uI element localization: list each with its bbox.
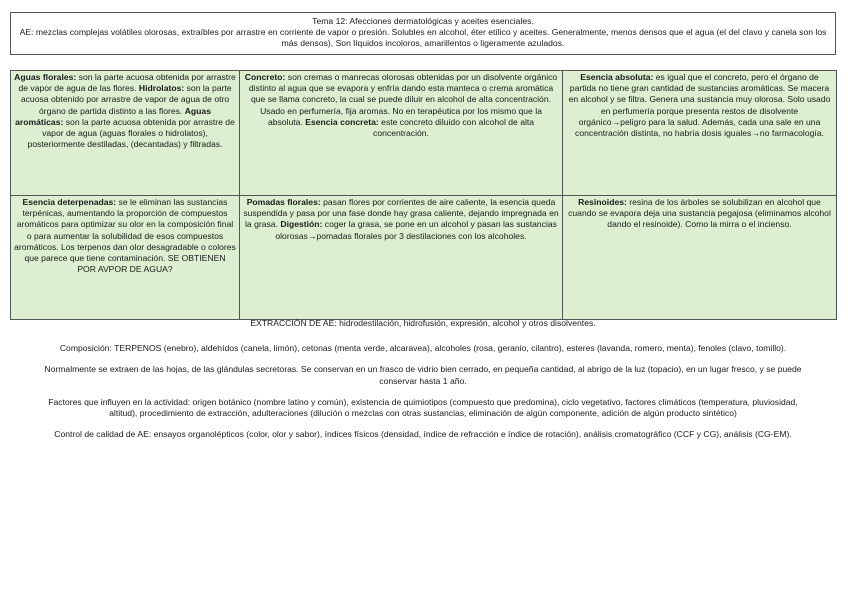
- control-calidad-paragraph: Control de calidad de AE: ensayos organolépticos (color, olor y sabor), índices físicos (densidad, índice de refracción e índice de rotación), análisis cromatográfico (CCF y CG), análisis (CG-EM).: [54, 429, 792, 440]
- notes-section: [40, 318, 806, 450]
- term-resinoides: Resinoides:: [578, 197, 627, 207]
- cell-esencia-deterpenada: [11, 196, 240, 320]
- term-aguas-florales: Aguas florales:: [14, 72, 77, 82]
- def-hidrolatos: son la parte acuosa obtenido por arrastre de vapor de agua de otro órgano de partida distinto a las flores.: [20, 83, 232, 116]
- table-row: [11, 71, 837, 196]
- term-aguas-aromaticas: Aguas aromáticas:: [15, 105, 211, 127]
- header-box: [10, 12, 836, 55]
- def-aguas-florales: son la parte acuosa obtenida por arrastre de vapor de agua de las flores.: [18, 72, 236, 94]
- def-digestion: coger la grasa, se pone en un alcohol y pasan las sustancias olorosas→pomadas florales por 3 destilaciones con los alcoholes.: [275, 219, 557, 241]
- term-concreto: Concreto:: [244, 72, 286, 82]
- extraccion-paragraph: EXTRACCIÓN DE AE: hidrodestilación, hidrofusión, expresión, alcohol y otros disolventes.: [250, 318, 596, 328]
- composicion-paragraph: Composición: TERPENOS (enebro), aldehídos (canela, limón), cetonas (menta verde, alcaravea), alcoholes (rosa, geranio, cilantro), esteres (lavanda, romero, menta), fenoles (clavo, tomillo).: [59, 343, 787, 354]
- cell-pomadas-florales: [240, 196, 563, 320]
- cell-resinoides: [563, 196, 837, 320]
- term-esencia-absoluta: Esencia absoluta:: [580, 72, 654, 82]
- def-concreto: son cremas o manrecas olorosas obtenidas por un disolvente orgánico distinto al agua que se evapora y enfría dando esta manteca o crema aromática que se llama concreto, la cual se puede diluir en alcohol de alta concentración. Usado en perfumería, fija aromas. No en terapéutica por los mismo que la absoluta.: [248, 72, 558, 127]
- def-resinoides: resina de los árboles se solubilizan en alcohol que cuando se evapora deja una sustancia pegajosa (eliminamos alcohol dando el resinoide). Como la mirra o el incienso.: [568, 197, 831, 230]
- factores-paragraph: Factores que influyen en la actividad: origen botánico (nombre latino y común), existencia de quimiotipos (compuesto que predomina), ciclo vegetativo, factores climáticos (temperatura, pluviosidad, altitud), procedimiento de extracción, adulteraciones (dilución o mezclas con otras sustancias, eliminación de algún componente, adición de algún producto sintético): [48, 396, 798, 419]
- term-hidrolatos: Hidrolatos:: [138, 83, 185, 94]
- ae-types-table: [10, 70, 837, 320]
- conservacion-paragraph: Normalmente se extraen de las hojas, de las glándulas secretoras. Se conservan en un frasco de vidrio bien cerrado, en pequeña cantidad, al abrigo de la luz (topacio), en un lugar fresco, y se puede conservar hasta 1 año.: [44, 364, 802, 386]
- cell-aguas-florales: [11, 71, 240, 196]
- def-esencia-absoluta: es igual que el concreto, pero el órgano de partida no tiene gran cantidad de sustancias aromáticas. Se macera en alcohol y se filtra. Genera una sustancia muy olorosa. Solo usado en perfumería porque presenta restos de disolvente orgánico→peligro para la salud. Además, cada una sale en una concentración distinta, no habría dosis iguales→no farmacología.: [568, 72, 831, 139]
- def-aguas-aromaticas: son la parte acuosa obtenida por arrastre de vapor de agua (aguas florales o hidrolatos), posteriormente destiladas, (decantadas) y filtradas.: [27, 116, 235, 150]
- cell-concreto: [240, 71, 563, 196]
- term-esencia-deterpenada: Esencia deterpenadas:: [22, 197, 117, 207]
- ae-definition: AE: mezclas complejas volátiles olorosas, extraíbles por arrastre en corriente de vapor o presión. Solubles en alcohol, éter etílico y aceites. Generalmente, menos densos que el agua (el del clavo y canela son los más densos), Son líquidos incoloros, amarillentos o ligeramente azulados.: [19, 27, 827, 49]
- cell-esencia-absoluta: [563, 71, 837, 196]
- def-esencia-deterpenada: se le eliminan las sustancias terpénicas, aumentando la proporción de compuestos aromáticos para optimizar su olor en la composición final o para aumentar la solubilidad de esos compuestos aromáticos. Los terpenos dan olor desagradable o colores que parece que tiene contaminación. SE OBTIENEN POR AVPOR DE AGUA?: [14, 197, 236, 275]
- page-title: Tema 12: Afecciones dermatológicas y aceites esenciales.: [312, 16, 534, 26]
- term-esencia-concreta: Esencia concreta:: [305, 116, 379, 127]
- term-pomadas-florales: Pomadas florales:: [246, 197, 321, 207]
- def-pomadas-florales: pasan flores por corrientes de aire caliente, la esencia queda suspendida y pasa por una fase donde hay grasa caliente, dejando impregnada en la grasa.: [243, 197, 559, 230]
- term-digestion: Digestión:: [280, 219, 323, 230]
- table-row: [11, 196, 837, 320]
- def-esencia-concreta: este concreto diluido con alcohol de alta concentración.: [373, 116, 535, 139]
